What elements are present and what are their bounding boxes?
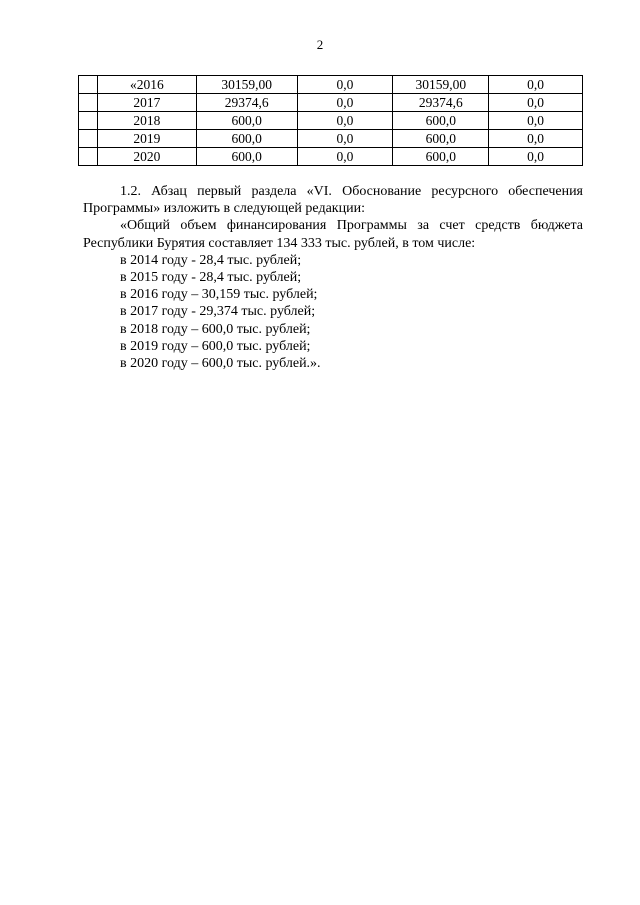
table-cell-total: 29374,6 (196, 94, 297, 112)
table-cell-value: 600,0 (393, 130, 489, 148)
table-cell-value: 0,0 (297, 76, 393, 94)
amendment-paragraph: 1.2. Абзац первый раздела «VI. Обоснование ресурсного обеспечения Программы» изложить в следующей редакции: (83, 184, 583, 217)
table-cell-value: 600,0 (393, 148, 489, 166)
table-cell-blank (79, 148, 98, 166)
table-cell-year: «2016 (97, 76, 196, 94)
table-row (79, 94, 583, 112)
table-cell-value: 600,0 (393, 112, 489, 130)
table-cell-blank (79, 76, 98, 94)
funding-line: в 2019 году – 600,0 тыс. рублей; (120, 338, 311, 354)
table-row (79, 130, 583, 148)
table-cell-blank (79, 94, 98, 112)
table-cell-value: 0,0 (297, 94, 393, 112)
table-row (79, 148, 583, 166)
table-cell-total: 600,0 (196, 112, 297, 130)
table-cell-value: 0,0 (297, 148, 393, 166)
table-cell-value: 0,0 (489, 94, 583, 112)
document-text (83, 183, 583, 372)
page-number: 2 (316, 37, 324, 52)
table-cell-year: 2019 (97, 130, 196, 148)
table-cell-total: 600,0 (196, 130, 297, 148)
table-row (79, 76, 583, 94)
table-cell-year: 2020 (97, 148, 196, 166)
table-cell-value: 0,0 (489, 112, 583, 130)
table-cell-value: 0,0 (489, 130, 583, 148)
funding-line: в 2017 году - 29,374 тыс. рублей; (120, 304, 316, 320)
table-cell-blank (79, 130, 98, 148)
table-cell-total: 30159,00 (196, 76, 297, 94)
table-cell-blank (79, 112, 98, 130)
table-cell-value: 30159,00 (393, 76, 489, 94)
table-cell-value: 0,0 (297, 112, 393, 130)
funding-line: в 2020 году – 600,0 тыс. рублей.». (120, 356, 321, 372)
funding-line: в 2014 году - 28,4 тыс. рублей; (120, 252, 302, 268)
funding-line: в 2018 году – 600,0 тыс. рублей; (120, 321, 311, 337)
table-row (79, 112, 583, 130)
table-cell-total: 600,0 (196, 148, 297, 166)
funding-table (78, 75, 583, 166)
table-cell-value: 29374,6 (393, 94, 489, 112)
table-cell-value: 0,0 (489, 76, 583, 94)
funding-line: в 2016 году – 30,159 тыс. рублей; (120, 287, 318, 303)
funding-paragraph: «Общий объем финансирования Программы за счет средств бюджета Республики Бурятия составляет 134 333 тыс. рублей, в том числе: (83, 218, 583, 251)
table-cell-value: 0,0 (489, 148, 583, 166)
funding-line: в 2015 году - 28,4 тыс. рублей; (120, 270, 302, 286)
table-cell-year: 2018 (97, 112, 196, 130)
table-cell-value: 0,0 (297, 130, 393, 148)
table-cell-year: 2017 (97, 94, 196, 112)
